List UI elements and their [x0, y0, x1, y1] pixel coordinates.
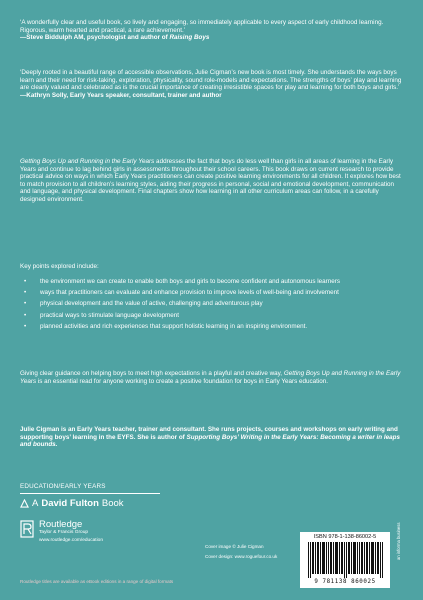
publisher-name: Routledge [39, 519, 83, 530]
isbn-barcode-box [300, 532, 390, 588]
cover-design-credit: Cover design: www.roguefour.co.uk [205, 554, 278, 559]
book-title: Getting Boys Up and Running in the Early Years [20, 158, 155, 165]
isbn-digits: 9 781138 860025 [314, 579, 376, 585]
publisher-subtitle: Taylor & Francis Group [39, 530, 89, 535]
quote-attribution: —Kathryn Solly, Early Years speaker, consultant, trainer and author [20, 91, 222, 99]
publisher-block [20, 520, 103, 543]
endorsement-quote-1 [20, 19, 405, 42]
list-item: • ways that practitioners can evaluate and enhance provision to improve levels of well-being and involvement [20, 289, 405, 297]
quote-text: ‘Deeply rooted in a beautiful range of accessible observations, Julie Cigman’s new book is most timely. She understands the ways boys learn and their need for risk-taking, exploration, physicality, sound role-models and expectations. The strengths of boys’ play and learning are clearly valued and celebrated as is the crucial importance of creating irresistible spaces for play and learning for both boys and girls.’ [20, 69, 402, 92]
key-points-list [20, 278, 405, 334]
key-points-heading: Key points explored include: [20, 263, 99, 270]
endorsement-quote-2 [20, 69, 405, 99]
book-description: Getting Boys Up and Running in the Early Years addresses the fact that boys do less well than girls in all areas of learning in the Early Years and continue to lag behind girls in assessments throughout their school careers. This book draws on current research to provide practical advice on ways in which Early Years practitioners can create positive learning environments for all children. It explores how best to match provision to all children’s learning styles, aiding their progress in personal, social and emotional development, communication and language, and physical development. Final chapters show how learning in all other curriculum areas can follow, in a carefully designed environment. [20, 158, 401, 203]
list-item: • practical ways to stimulate language development [20, 312, 405, 320]
closing-paragraph: Giving clear guidance on helping boys to meet high expectations in a playful and creative way, Getting Boys Up and Running in the Early Years is an essential read for anyone working to create a positive foundation for boys in Early Years education. [20, 370, 401, 385]
divider [20, 493, 160, 494]
ebook-note: Routledge titles are available as eBook editions in a range of digital formats [20, 579, 174, 584]
quote-attribution: —Steve Biddulph AM, psychologist and author of Raising Boys [20, 34, 210, 42]
david-fulton-logo-icon [20, 499, 29, 508]
subject-category: EDUCATION/EARLY YEARS [20, 483, 106, 490]
informa-tagline: an informa business [396, 522, 401, 560]
cover-credits [205, 542, 277, 562]
barcode-image [306, 542, 384, 578]
publisher-url[interactable]: www.routledge.com/education [39, 537, 103, 543]
list-item: • planned activities and rich experiences that support holistic learning in an inspiring environment. [20, 323, 405, 331]
cover-image-credit: Cover image © Julie Cigman [205, 544, 264, 549]
isbn-label: ISBN 978-1-138-86002-5 [313, 534, 377, 540]
list-item: • physical development and the value of active, challenging and adventurous play [20, 300, 405, 308]
list-item: • the environment we can create to enable both boys and girls to become confident and autonomous learners [20, 278, 405, 286]
quote-text: ‘A wonderfully clear and useful book, so lively and engaging, so immediately applicable to every aspect of early childhood learning. Rigorous, warm hearted and practical, a rare achievement.’ [20, 19, 384, 34]
imprint-line: A David Fulton Book [20, 498, 124, 509]
routledge-logo-icon [20, 520, 34, 538]
author-bio: Julie Cigman is an Early Years teacher, trainer and consultant. She runs projects, courses and workshops on early writing and supporting boys’ learning in the EYFS. She is author of Supporting Boys’ Writing in the Early Years: Becoming a writer in leaps and bounds. [20, 426, 400, 449]
